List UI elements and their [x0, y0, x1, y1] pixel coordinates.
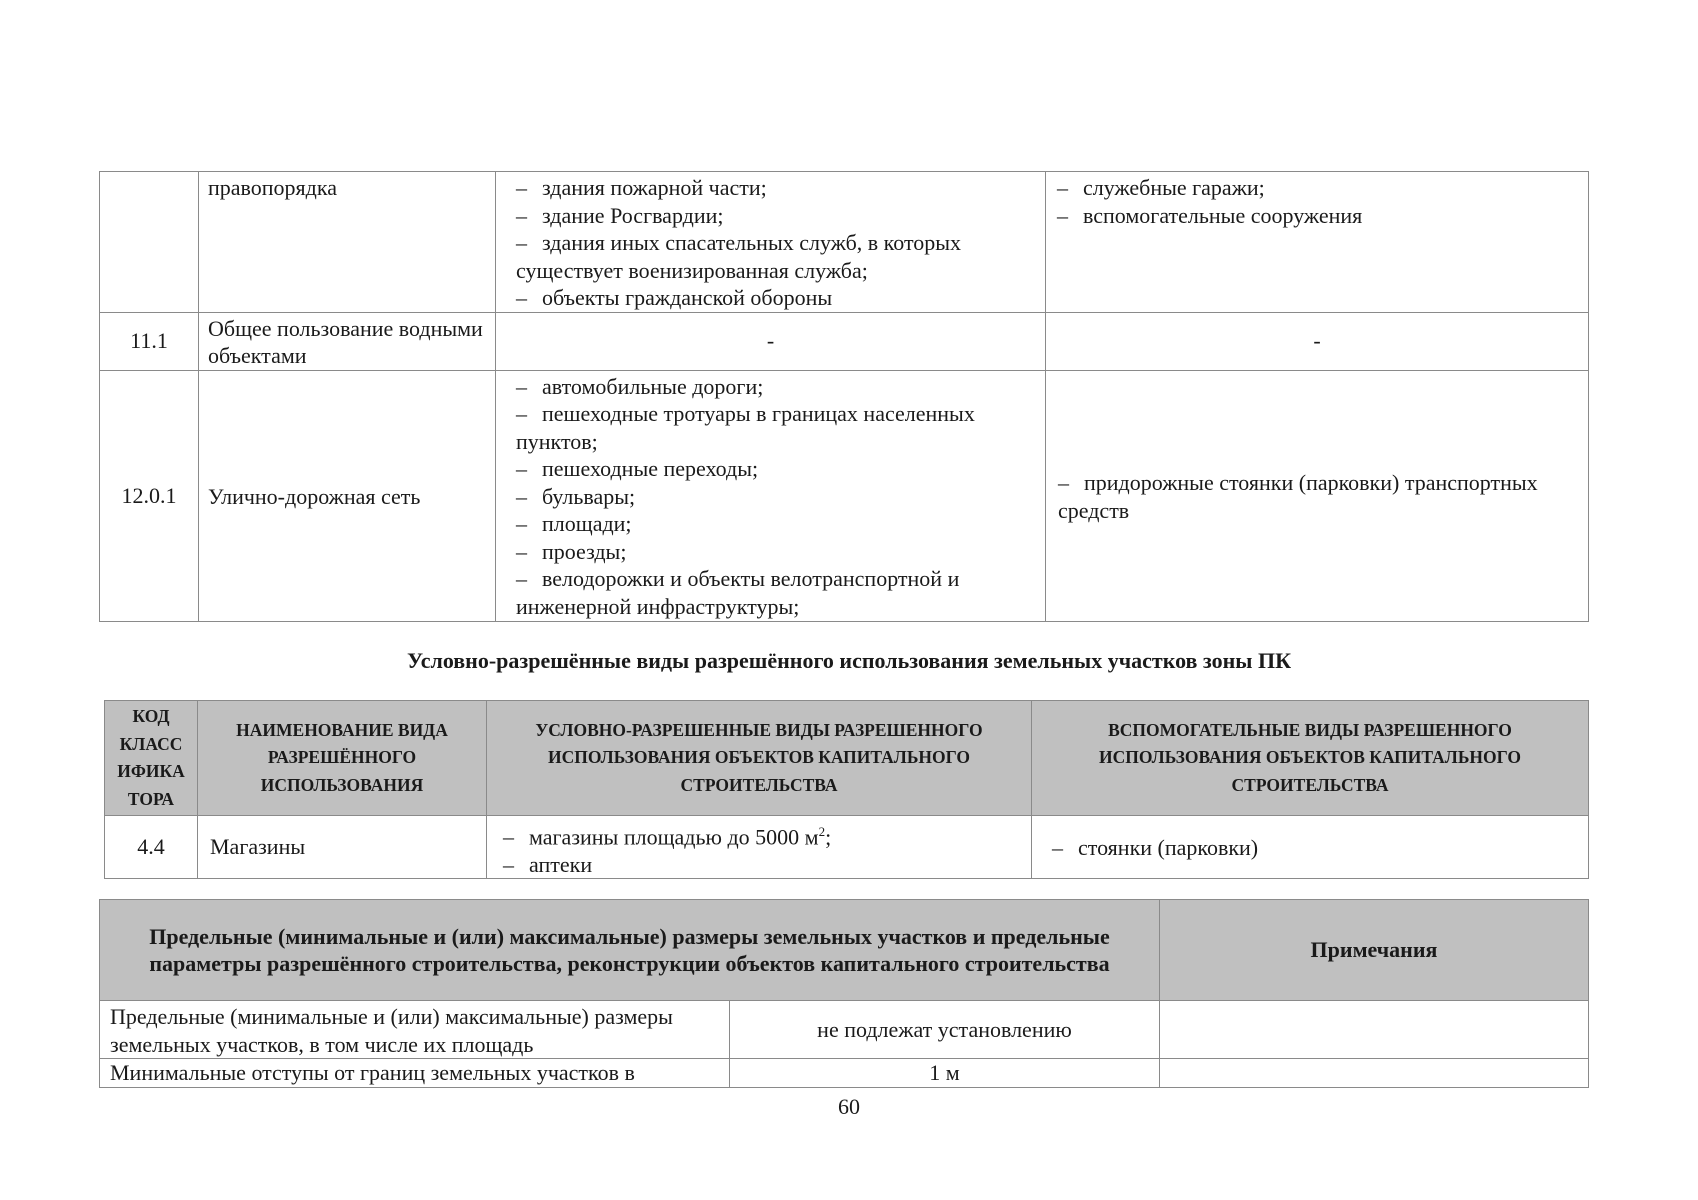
list-item: – вспомогательные сооружения [1053, 202, 1584, 230]
code-cell: 4.4 [105, 816, 198, 879]
param-cell: Минимальные отступы от границ земельных участков в [100, 1059, 730, 1088]
table-row [100, 370, 1589, 621]
table-header-row [105, 701, 1589, 816]
param-cell: Предельные (минимальные и (или) максимальные) размеры земельных участков, в том числе их площадь [100, 1001, 730, 1059]
conditional-uses-cell [487, 816, 1032, 879]
table-row [100, 1001, 1589, 1059]
list-item: – автомобильные дороги; [500, 373, 1041, 401]
list-item: – магазины площадью до 5000 $м^2$; [491, 818, 1027, 851]
list-item: – здания пожарной части; [500, 174, 1041, 202]
permitted-uses-table [99, 171, 1589, 622]
table-header-row [100, 900, 1589, 1001]
name-cell: Общее пользование водными объектами [199, 312, 496, 370]
list-item: – стоянки (парковки) [1042, 834, 1584, 862]
aux-uses-cell [1046, 172, 1589, 313]
note-cell [1160, 1001, 1589, 1059]
main-uses-cell [496, 370, 1046, 621]
list-item: – аптеки [491, 851, 1027, 879]
list-item: – пешеходные тротуары в границах населенных пунктов; [500, 400, 1041, 455]
conditional-header: УСЛОВНО-РАЗРЕШЕННЫЕ ВИДЫ РАЗРЕШЕННОГО ИСПОЛЬЗОВАНИЯ ОБЪЕКТОВ КАПИТАЛЬНОГО СТРОИТЕЛЬСТВА [487, 701, 1032, 816]
auxiliary-header: ВСПОМОГАТЕЛЬНЫЕ ВИДЫ РАЗРЕШЕННОГО ИСПОЛЬЗОВАНИЯ ОБЪЕКТОВ КАПИТАЛЬНОГО СТРОИТЕЛЬСТВА [1032, 701, 1589, 816]
code-cell [100, 172, 199, 313]
notes-header: Примечания [1160, 900, 1589, 1001]
code-header: КОД КЛАСС ИФИКА ТОРА [105, 701, 198, 816]
aux-uses-cell: - [1046, 312, 1589, 370]
table-row [105, 816, 1589, 879]
list-item: – здание Росгвардии; [500, 202, 1041, 230]
conditional-uses-table [104, 700, 1589, 879]
page-number: 60 [838, 1094, 860, 1119]
table-row [100, 312, 1589, 370]
name-cell: Улично-дорожная сеть [199, 370, 496, 621]
list-item: – площади; [500, 510, 1041, 538]
table-row [100, 1059, 1589, 1088]
limits-table [99, 899, 1589, 1088]
aux-uses-cell [1032, 816, 1589, 879]
name-header: НАИМЕНОВАНИЕ ВИДА РАЗРЕШЁННОГО ИСПОЛЬЗОВАНИЯ [198, 701, 487, 816]
name-cell: правопорядка [199, 172, 496, 313]
table-row [100, 172, 1589, 313]
list-item: – пешеходные переходы; [500, 455, 1041, 483]
code-cell: 12.0.1 [100, 370, 199, 621]
note-cell [1160, 1059, 1589, 1088]
list-item: – велодорожки и объекты велотранспортной и инженерной инфраструктуры; [500, 565, 1041, 620]
list-item: – служебные гаражи; [1053, 174, 1584, 202]
code-cell: 11.1 [100, 312, 199, 370]
list-item: – проезды; [500, 538, 1041, 566]
value-cell: не подлежат установлению [730, 1001, 1160, 1059]
list-item: – бульвары; [500, 483, 1041, 511]
list-item: – объекты гражданской обороны [500, 284, 1041, 312]
main-uses-cell [496, 172, 1046, 313]
list-item: – придорожные стоянки (парковки) транспортных средств [1056, 469, 1584, 524]
value-cell: 1 м [730, 1059, 1160, 1088]
aux-uses-cell [1046, 370, 1589, 621]
name-cell: Магазины [198, 816, 487, 879]
main-uses-cell: - [496, 312, 1046, 370]
limits-header: Предельные (минимальные и (или) максимальные) размеры земельных участков и предельные параметры разрешённого строительства, реконструкции объектов капитального строительства [100, 900, 1160, 1001]
list-item: – здания иных спасательных служб, в которых существует военизированная служба; [500, 229, 1041, 284]
section-heading: Условно-разрешённые виды разрешённого использования земельных участков зоны ПК [406, 648, 1292, 673]
